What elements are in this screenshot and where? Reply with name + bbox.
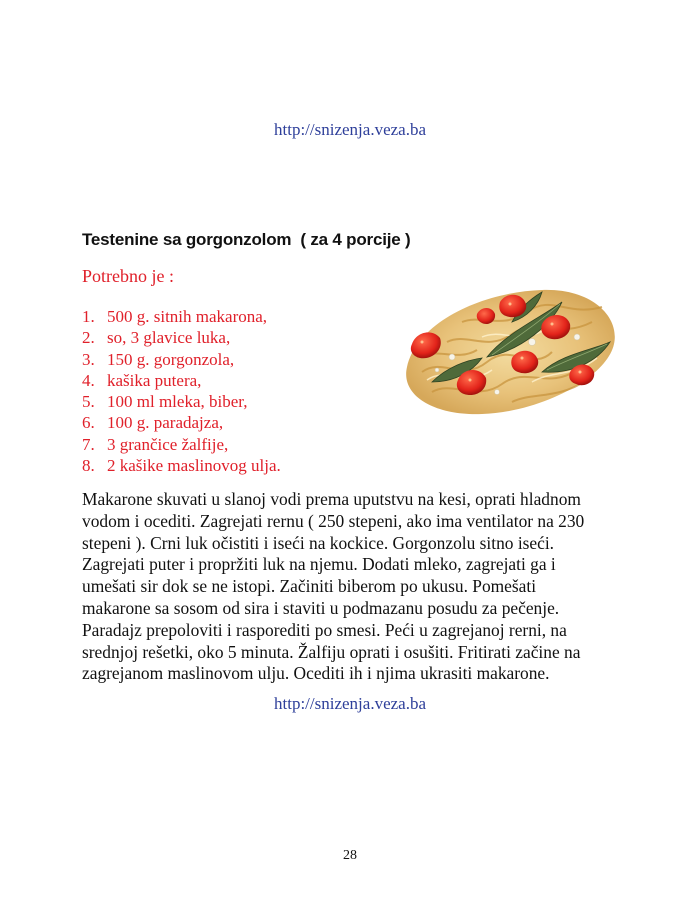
list-item-text: so, 3 glavice luka, xyxy=(107,328,231,348)
list-item xyxy=(82,327,281,348)
header-link[interactable]: http://snizenja.veza.ba xyxy=(274,120,426,139)
list-item-number: 3. xyxy=(82,349,95,369)
list-item-number: 6. xyxy=(82,413,95,433)
footer-link[interactable]: http://snizenja.veza.ba xyxy=(274,694,426,713)
instruction-line: zagrejanom maslinovom ulju. Oceditі ih i njima ukrasiti makarone. xyxy=(82,663,550,684)
list-item-number: 5. xyxy=(82,392,95,412)
list-item xyxy=(82,306,281,327)
recipe-instructions xyxy=(82,489,622,685)
list-item xyxy=(82,434,281,455)
list-item xyxy=(82,455,281,476)
pasta-dish-photo xyxy=(392,262,622,434)
list-item xyxy=(82,391,281,412)
list-item xyxy=(82,412,281,433)
instruction-line: Zagrejati puter i propržiti luk na njemu. Dodati mleko, zagrejati ga i xyxy=(82,554,556,575)
list-item-number: 2. xyxy=(82,328,95,348)
instruction-line: srednjoj rešetki, oko 5 minuta. Žalfiju oprati i osušiti. Fritirati začine na xyxy=(82,641,581,662)
instruction-line: umešati sir dok se ne istopi. Začiniti biberom po ukusu. Pomešati xyxy=(82,576,537,597)
instruction-line: vodom i oceditі. Zagrejati rernu ( 250 stepeni, ako ima ventilator na 230 xyxy=(82,510,585,531)
instruction-line: stepeni ). Crni luk očistiti i iseći na kockice. Gorgonzolu sitno iseći. xyxy=(82,532,555,553)
list-item-text: 500 g. sitnih makarona, xyxy=(107,307,268,326)
list-item-number: 8. xyxy=(82,456,95,476)
list-item-text: 3 grančice žalfije, xyxy=(107,434,229,454)
list-item-number: 1. xyxy=(82,307,95,326)
list-item-text: 100 g. paradajza, xyxy=(107,413,224,433)
list-item xyxy=(82,370,281,391)
list-item-text: 150 g. gorgonzola, xyxy=(107,349,235,369)
instruction-line: makarone sa sosom od sira i staviti u podmazanu posudu za pečenje. xyxy=(82,597,560,618)
instruction-line: Makarone skuvati u slanoj vodi prema uputstvu na kesi, oprati hladnom xyxy=(82,489,581,509)
list-item-text: kašika putera, xyxy=(107,370,202,390)
recipe-title: Testenine sa gorgonzolom ( za 4 porcije ) xyxy=(82,230,411,249)
list-item-number: 4. xyxy=(82,370,95,390)
ingredients-heading: Potrebno je : xyxy=(82,266,174,286)
ingredients-list xyxy=(82,306,281,476)
list-item-text: 100 ml mleka, biber, xyxy=(107,392,248,412)
list-item xyxy=(82,349,281,370)
list-item-number: 7. xyxy=(82,434,95,454)
page-number: 28 xyxy=(343,848,357,863)
instruction-line: Paradajz prepoloviti i rasporediti po smesi. Peći u zagrejanoj rerni, na xyxy=(82,619,567,640)
list-item-text: 2 kašike maslinovog ulja. xyxy=(107,456,281,476)
